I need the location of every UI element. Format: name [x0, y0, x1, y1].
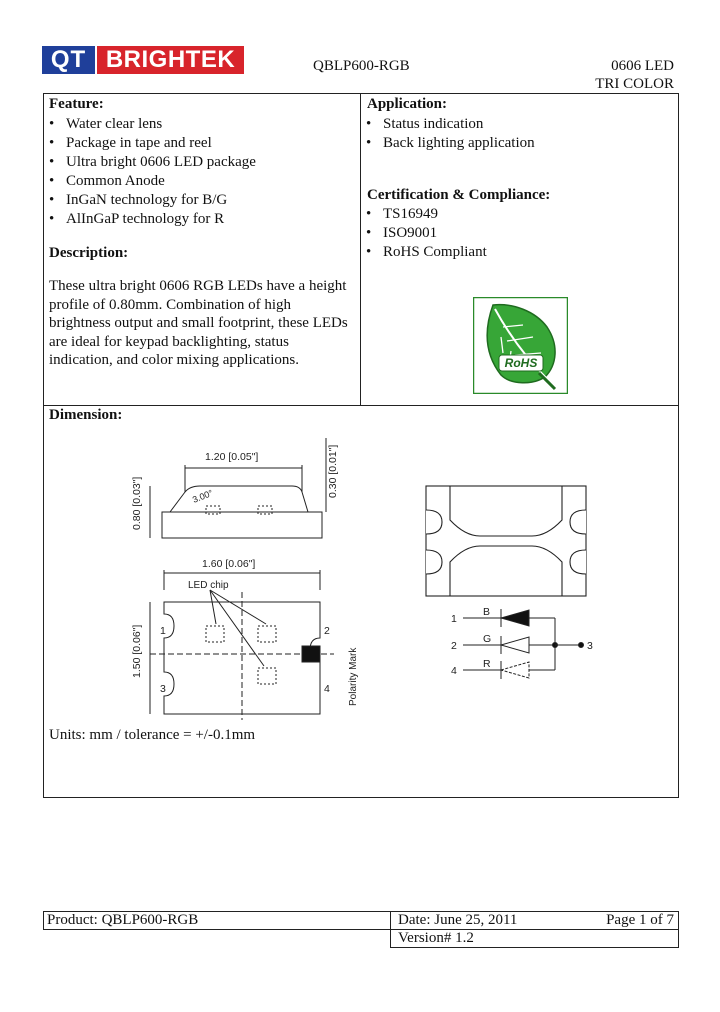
footer-page: Page 1 of 7: [606, 912, 674, 928]
polarity-mark: [302, 646, 320, 662]
certification-item: • ISO9001: [363, 224, 673, 243]
chip-hidden: [206, 506, 220, 514]
label-green: G: [483, 633, 492, 645]
pin-2-label: 2: [324, 625, 330, 637]
led-blue-symbol: [501, 610, 529, 626]
label-top-width: 1.20 [0.05"]: [205, 451, 259, 463]
led-chip-outline: [258, 668, 276, 684]
rohs-label: RoHS: [504, 356, 538, 370]
circuit-pin-3: 3: [587, 640, 593, 652]
dimension-drawing: [130, 430, 370, 720]
chip-hidden: [258, 506, 272, 514]
led-chip-outline: [258, 626, 276, 642]
pin-1-label: 1: [160, 625, 166, 637]
description-text: These ultra bright 0606 RGB LEDs have a height profile of 0.80mm. Combination of high brightness output and small footprint, these LEDs are ideal for keypad backlighting, status indication, and color mixing applications.: [49, 278, 348, 368]
mid-rule: [43, 405, 679, 406]
bottom-rule: [43, 797, 679, 798]
lens-outline: [170, 486, 308, 512]
application-item: • Back lighting application: [363, 134, 673, 153]
top-rule: [43, 93, 679, 94]
led-red-symbol: [501, 662, 529, 678]
label-bottom-width: 1.60 [0.06"]: [202, 558, 256, 570]
package-body-side: [162, 512, 322, 538]
units-note: Units: mm / tolerance = +/-0.1mm: [49, 727, 256, 743]
footer-mid-rule: [43, 929, 679, 930]
label-led-chip: LED chip: [188, 580, 229, 591]
application-title: Application:: [367, 96, 448, 112]
circuit-diagram: [445, 600, 605, 680]
application-item: • Status indication: [363, 115, 673, 134]
category-line1: 0606 LED: [611, 58, 674, 74]
footer-right-rule: [678, 911, 679, 948]
feature-title: Feature:: [49, 96, 104, 112]
feature-item: • Package in tape and reel: [46, 134, 356, 153]
logo-qt: QT: [42, 46, 95, 74]
circuit-pin-1: 1: [451, 613, 457, 625]
footprint-drawing: [420, 480, 600, 605]
description-title: Description:: [49, 245, 129, 261]
leader-line: [210, 590, 266, 624]
led-green-symbol: [501, 637, 529, 653]
circuit-pin-2: 2: [451, 640, 457, 652]
label-red: R: [483, 658, 491, 670]
feature-list: [46, 115, 356, 229]
feature-item: • Water clear lens: [46, 115, 356, 134]
feature-item: • Ultra bright 0606 LED package: [46, 153, 356, 172]
certification-title: Certification & Compliance:: [367, 187, 551, 203]
application-list: [363, 115, 673, 153]
circuit-pin-4: 4: [451, 665, 457, 677]
rohs-leaf-icon: [473, 297, 568, 394]
pin-4-label: 4: [324, 683, 330, 695]
center-rule: [360, 94, 361, 406]
footer-bottom-rule: [390, 947, 679, 948]
label-side-height: 1.50 [0.06"]: [131, 624, 143, 678]
footer-date: Date: June 25, 2011: [398, 912, 518, 928]
feature-item: • Common Anode: [46, 172, 356, 191]
leader-line: [210, 590, 264, 666]
left-rule: [43, 94, 44, 798]
footer-version: Version# 1.2: [398, 930, 474, 946]
pin-3-label: 3: [160, 683, 166, 695]
dimension-title: Dimension:: [49, 407, 123, 423]
footer-divider: [390, 911, 391, 948]
label-angle: 3.00°: [191, 487, 215, 505]
footer-left-rule: [43, 911, 44, 930]
part-number: QBLP600-RGB: [313, 58, 410, 74]
certification-item: • TS16949: [363, 205, 673, 224]
feature-item: • AlInGaP technology for R: [46, 210, 356, 229]
certification-list: [363, 205, 673, 262]
feature-item: • InGaN technology for B/G: [46, 191, 356, 210]
certification-item: • RoHS Compliant: [363, 243, 673, 262]
category-line2: TRI COLOR: [595, 76, 674, 92]
label-lens-height: 0.30 [0.01"]: [327, 444, 339, 498]
led-chip-outline: [206, 626, 224, 642]
leader-line: [210, 590, 216, 624]
brand-logo: [42, 46, 244, 74]
footer-product: Product: QBLP600-RGB: [47, 912, 199, 928]
logo-brightek: BRIGHTEK: [97, 46, 244, 74]
label-height-total: 0.80 [0.03"]: [131, 476, 143, 530]
label-blue: B: [483, 606, 491, 618]
label-polarity: Polarity Mark: [348, 647, 359, 706]
right-rule: [678, 94, 679, 798]
